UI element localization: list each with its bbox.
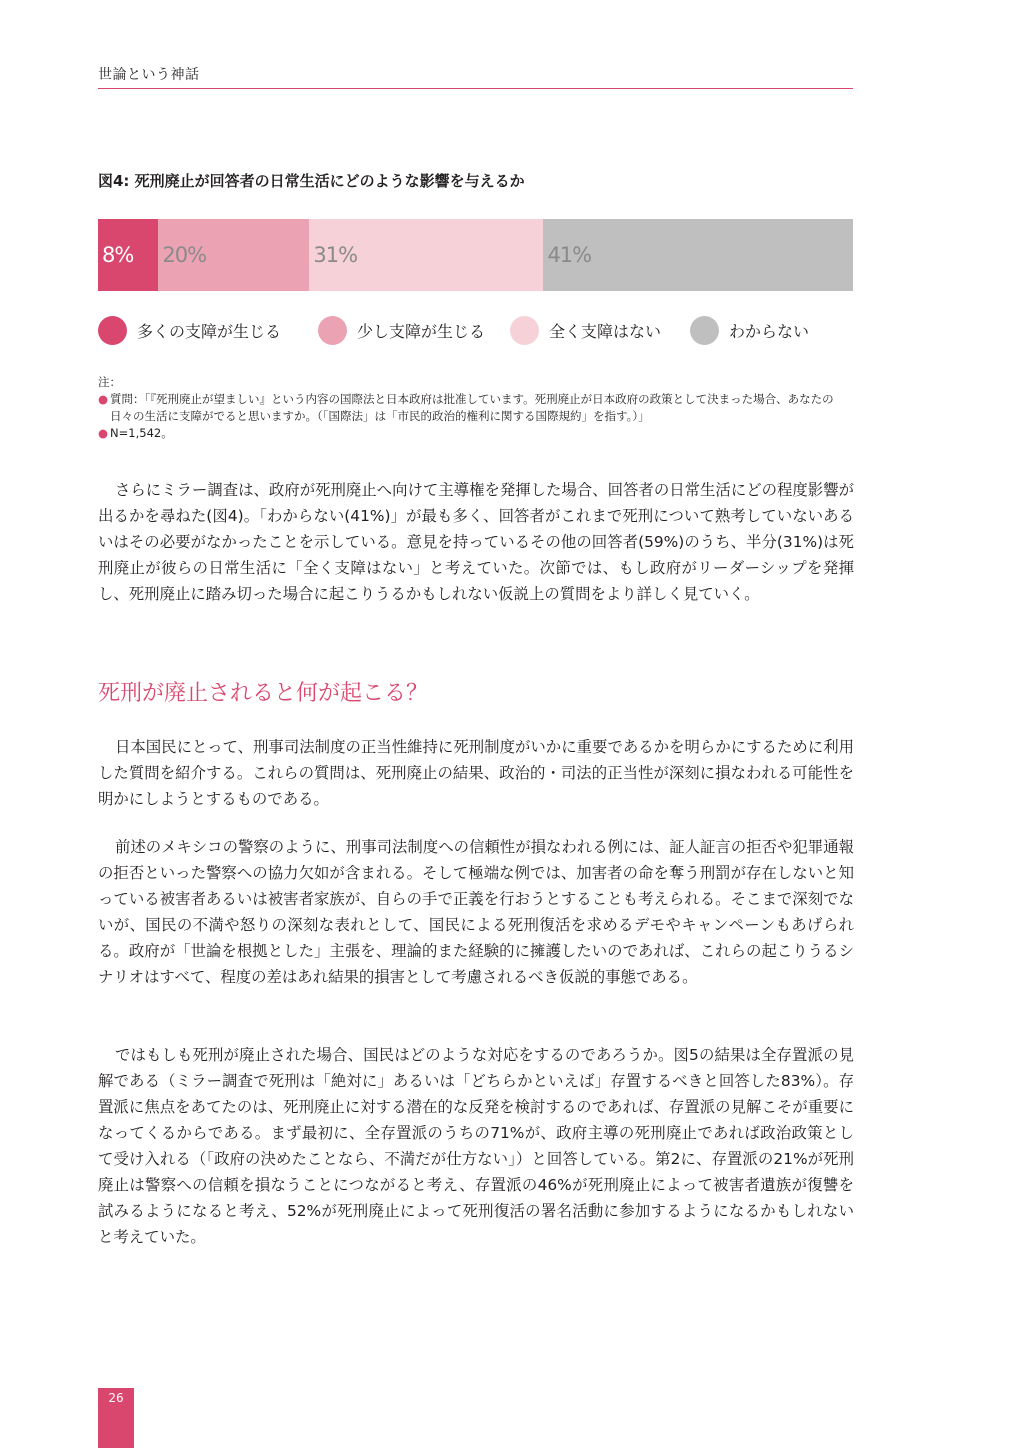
bar-segment-label: 20% xyxy=(162,243,207,267)
legend-label: 多くの支障が生じる xyxy=(137,321,282,341)
header-rule xyxy=(98,88,853,89)
figure-title: 図4: 死刑廃止が回答者の日常生活にどのような影響を与えるか xyxy=(98,172,525,190)
bar-segment-2 xyxy=(158,219,309,291)
stacked-bar-chart xyxy=(98,219,853,291)
legend-item xyxy=(318,314,485,346)
legend-item xyxy=(98,314,281,346)
bar-segment-4 xyxy=(543,219,853,291)
body-paragraph-1: さらにミラー調査は、政府が死刑廃止へ向けて主導権を発揮した場合、回答者の日常生活にどの程度影響が出るかを尋ねた(図4)。「わからない(41%)」が最も多く、回答者がこれまで死刑について熟考していないあるいはその必要がなかったことを示している。意見を持っているその他の回答者(59%)のうち、半分(31%)は死刑廃止が彼らの日常生活に「全く支障はない」と考えていた。次節では、もし政府がリーダーシップを発揮し、死刑廃止に踏み切った場合に起こりうるかもしれない仮説上の質問をより詳しく見ていく。 xyxy=(98,481,854,603)
legend-item xyxy=(510,314,661,346)
bullet-icon: ● xyxy=(98,426,109,440)
section-heading: 死刑が廃止されると何が起こる？ xyxy=(98,681,429,706)
legend-swatch-icon xyxy=(98,316,127,345)
notes-label: 注： xyxy=(98,375,121,389)
bar-segment-1 xyxy=(98,219,158,291)
note-item-sample-size: ● N=1,542。 xyxy=(98,426,173,440)
figure-notes xyxy=(98,374,856,442)
bar-segment-label: 8% xyxy=(102,243,134,267)
body-paragraph-3: 前述のメキシコの警察のように、刑事司法制度への信頼性が損なわれる例には、証人証言の拒否や犯罪通報の拒否といった警察への協力欠如が含まれる。そして極端な例では、加害者の命を奪う刑罰が存在しないと知っている被害者あるいは被害者家族が、自らの手で正義を行おうとすることも考えられる。そこまで深刻でないが、国民の不満や怒りの深刻な表れとして、国民による死刑復活を求めるデモやキャンペーンもあげられる。政府が「世論を根拠とした」主張を、理論的また経験的に擁護したいのであれば、これらの起こりうるシナリオはすべて、程度の差はあれ結果的損害として考慮されるべき仮説的事態である。 xyxy=(98,838,854,986)
body-paragraph-2: 日本国民にとって、刑事司法制度の正当性維持に死刑制度がいかに重要であるかを明らかにするために利用した質問を紹介する。これらの質問は、死刑廃止の結果、政治的・司法的正当性が深刻に損なわれる可能性を明かにしようとするものである。 xyxy=(98,738,854,808)
chart-legend xyxy=(98,314,853,346)
note-item-question: ● 質問：「『死刑廃止が望ましい』という内容の国際法と日本政府は批准しています。死刑廃止が日本政府の政策として決まった場合、あなたの日々の生活に支障がでると思いますか。（「国際法」は「市民的政治的権利に関する国際規約」を指す。）」 xyxy=(98,392,834,423)
page-number-tab xyxy=(98,1388,134,1448)
bar-segment-label: 41% xyxy=(547,243,592,267)
legend-label: 少し支障が生じる xyxy=(357,321,486,341)
body-paragraph-4: ではもしも死刑が廃止された場合、国民はどのような対応をするのであろうか。図5の結果は全存置派の見解である（ミラー調査で死刑は「絶対に」あるいは「どちらかといえば」存置するべきと回答した83%）。存置派に焦点をあてたのは、死刑廃止に対する潜在的な反発を検討するのであれば、存置派の見解こそが重要になってくるからである。まず最初に、全存置派のうちの71%が、政府主導の死刑廃止であれば政治政策として受け入れる（「政府の決めたことなら、不満だが仕方ない」）と回答している。第2に、存置派の21%が死刑廃止は警察への信頼を損なうことにつながると考え、存置派の46%が死刑廃止によって被害者遺族が復讐を試みるようになると考え、52%が死刑廃止によって死刑復活の署名活動に参加するようになるかもしれないと考えていた。 xyxy=(98,1046,854,1246)
legend-swatch-icon xyxy=(510,316,539,345)
running-head: 世論という神話 xyxy=(98,67,200,83)
bar-segment-label: 31% xyxy=(313,243,358,267)
legend-swatch-icon xyxy=(690,316,719,345)
legend-item xyxy=(690,314,809,346)
page-number: 26 xyxy=(108,1391,124,1405)
bar-segment-3 xyxy=(309,219,543,291)
bullet-icon: ● xyxy=(98,392,109,406)
legend-swatch-icon xyxy=(318,316,347,345)
legend-label: わからない xyxy=(729,321,810,341)
legend-label: 全く支障はない xyxy=(549,321,662,341)
